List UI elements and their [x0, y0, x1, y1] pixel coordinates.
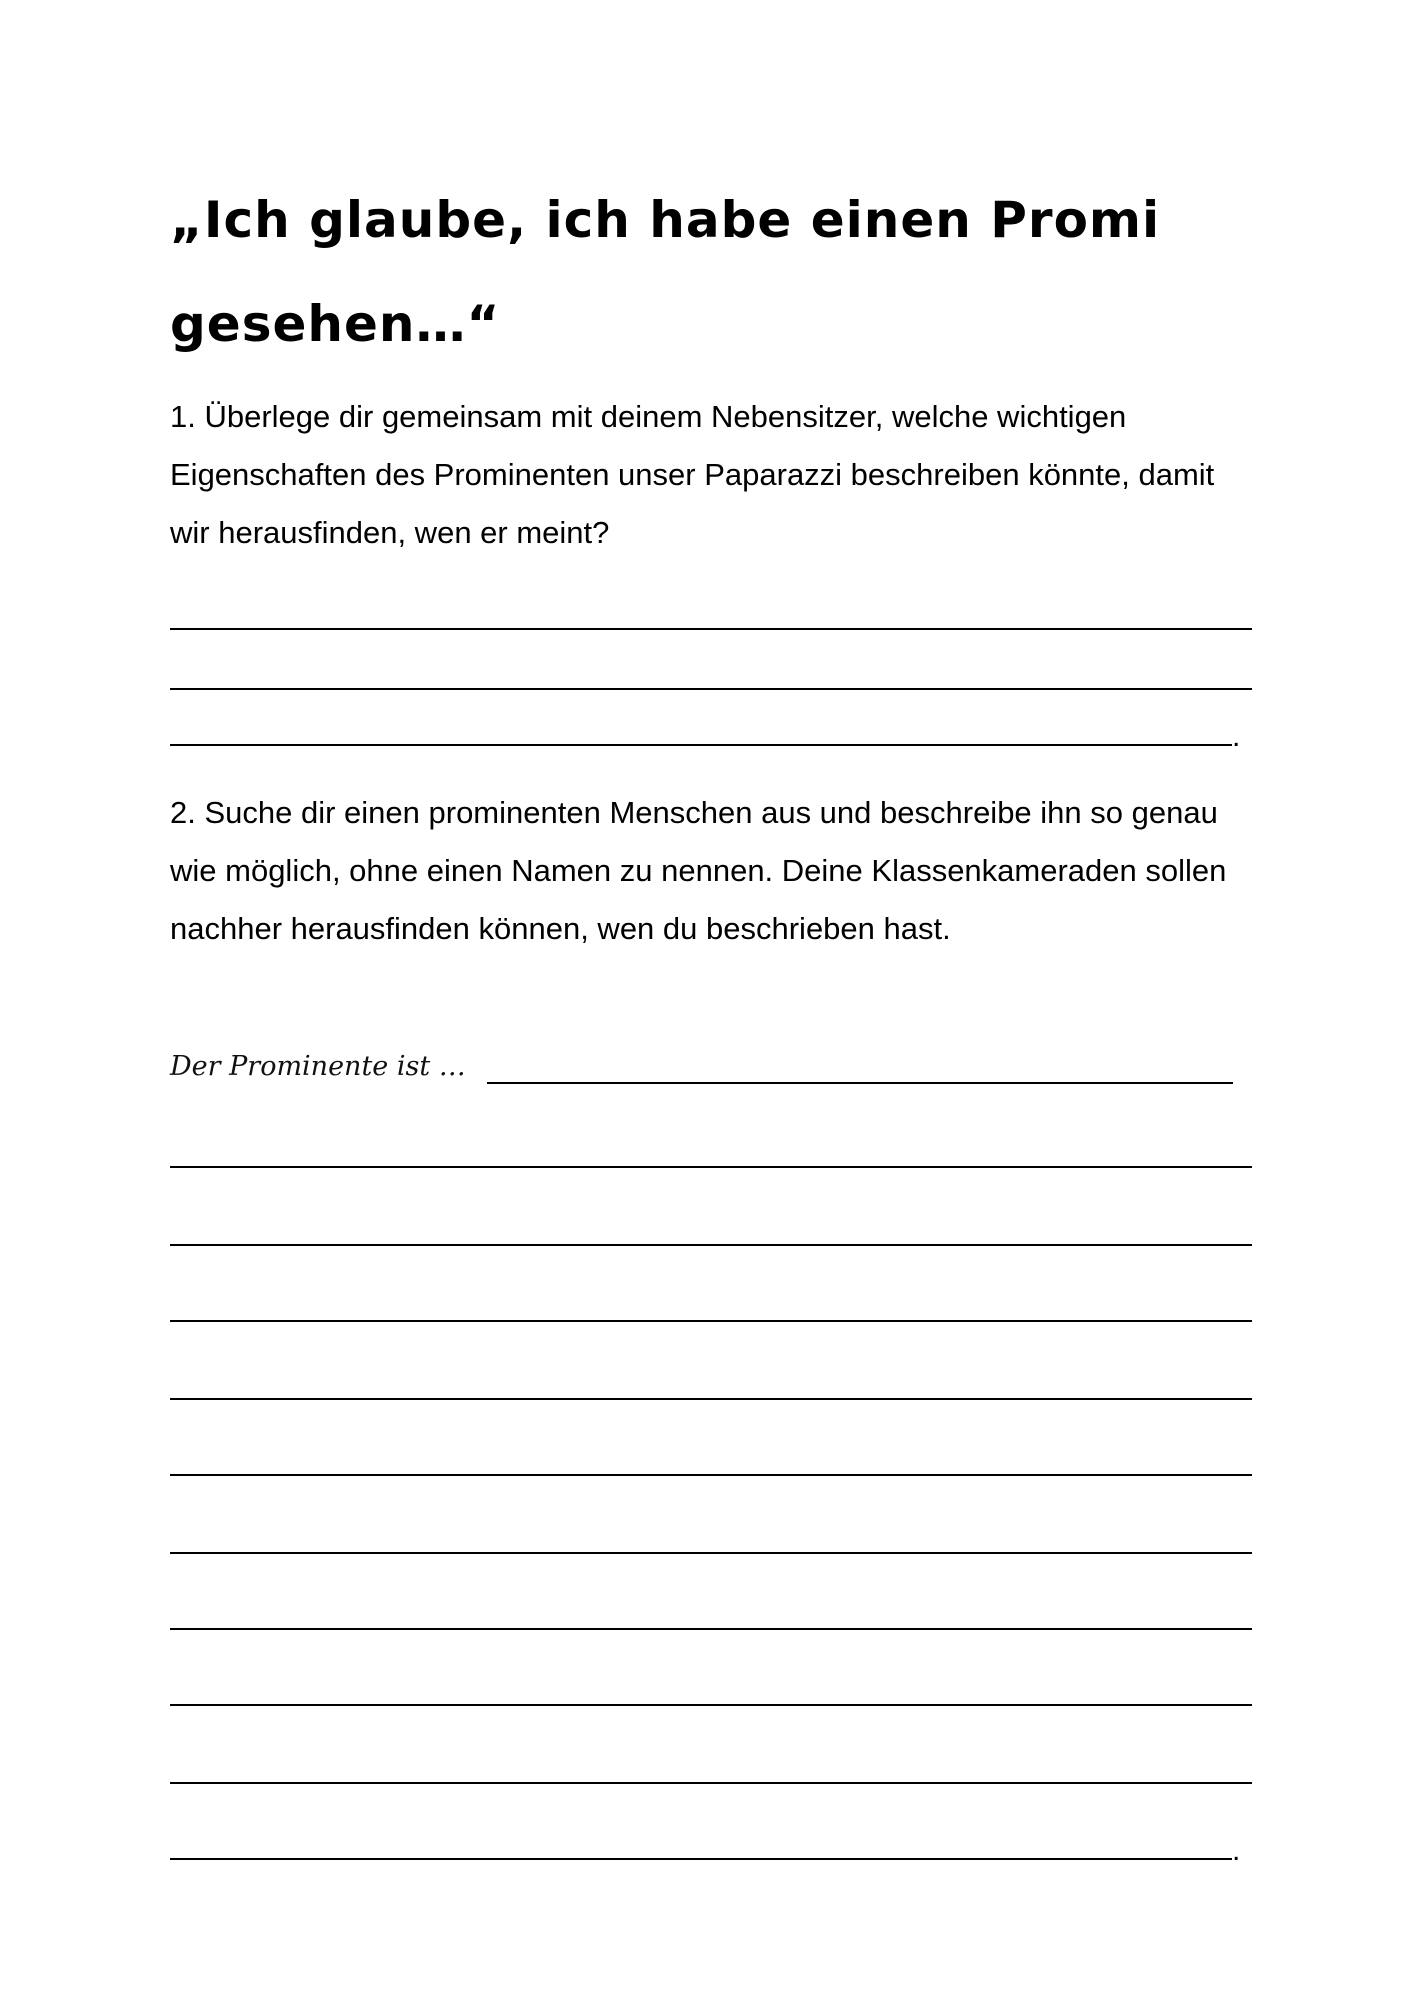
task-2-answer-line[interactable] [170, 1552, 1252, 1554]
worksheet-title: „Ich glaube, ich habe einen Promi gesehen…“ [170, 191, 1161, 353]
task-2-answer-line[interactable] [170, 1858, 1232, 1860]
line-end-period: . [1232, 1834, 1241, 1867]
task-2-answer-line[interactable] [170, 1474, 1252, 1476]
task-2-instruction: 2. Suche dir einen prominenten Menschen aus und beschreibe ihn so genau wie möglich, ohne einen Namen zu nennen. Deine Klassenkameraden sollen nachher herausfinden können, wen du beschrieben hast. [170, 795, 1227, 946]
task-1-answer-line[interactable] [170, 744, 1232, 746]
task-2-answer-line[interactable] [170, 1320, 1252, 1322]
task-2-answer-line[interactable] [170, 1398, 1252, 1400]
task-1-answer-line[interactable] [170, 628, 1252, 630]
sentence-starter-answer-line[interactable] [487, 1082, 1233, 1084]
task-2-answer-line[interactable] [170, 1628, 1252, 1630]
task-2-answer-line[interactable] [170, 1704, 1252, 1706]
task-2-answer-line[interactable] [170, 1166, 1252, 1168]
sentence-starter: Der Prominente ist … [170, 1051, 466, 1082]
task-2-answer-line[interactable] [170, 1244, 1252, 1246]
task-2-answer-line[interactable] [170, 1782, 1252, 1784]
line-end-period: . [1232, 720, 1241, 753]
task-1-answer-line[interactable] [170, 688, 1252, 690]
task-1-instruction: 1. Überlege dir gemeinsam mit deinem Nebensitzer, welche wichtigen Eigenschaften des Prominenten unser Paparazzi beschreiben könnte, damit wir herausfinden, wen er meint? [170, 399, 1215, 550]
